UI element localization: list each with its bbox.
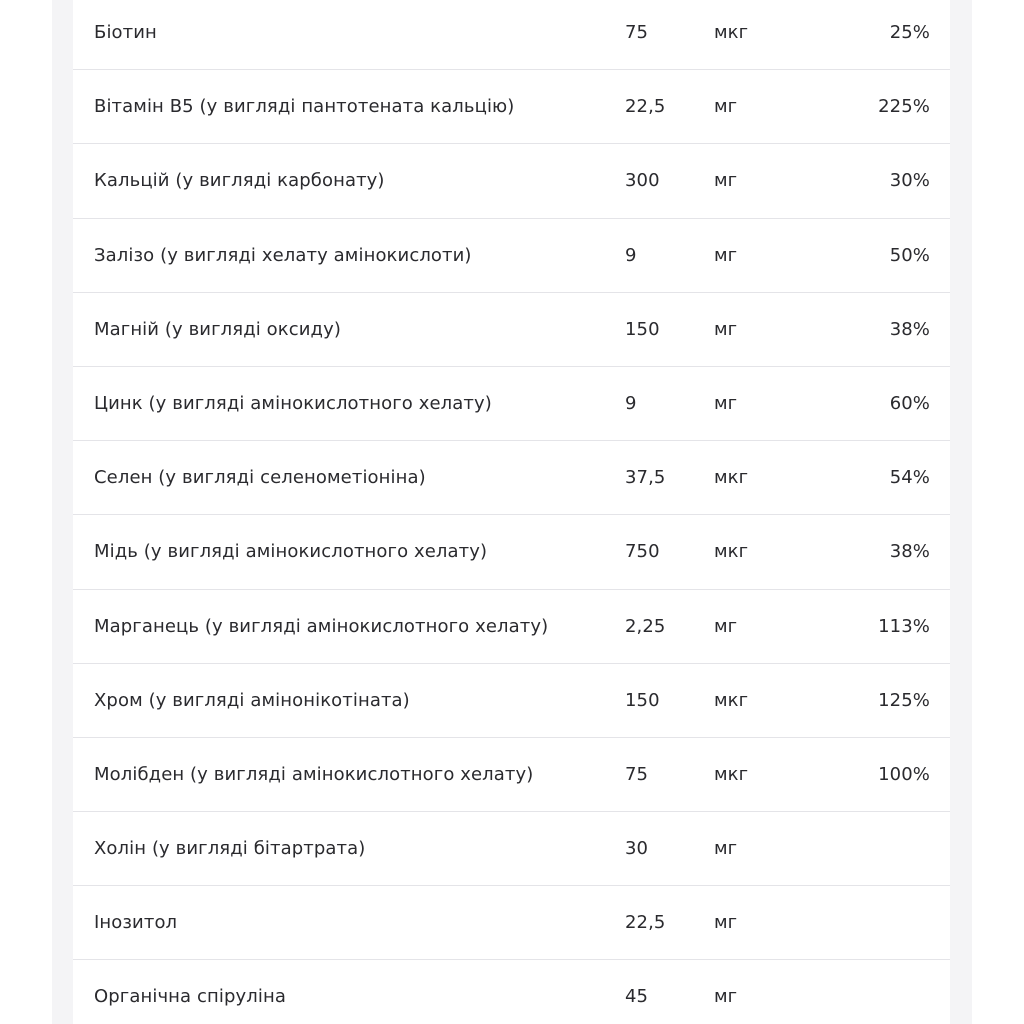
- nutrition-table: [73, 0, 950, 1024]
- table-row: [73, 70, 950, 144]
- ingredient-amount: 75: [625, 763, 649, 785]
- table-row: [73, 738, 950, 812]
- daily-value: 25%: [889, 22, 930, 43]
- ingredient-name: Інозитол: [94, 912, 178, 934]
- ingredient-unit: мкг: [714, 22, 749, 43]
- daily-value: 125%: [878, 689, 930, 711]
- table-row: [73, 886, 950, 960]
- ingredient-amount: 45: [625, 986, 649, 1008]
- daily-value: 113%: [878, 615, 930, 637]
- ingredient-unit: мг: [714, 912, 738, 934]
- ingredient-name: Магній (у вигляді оксиду): [94, 318, 341, 340]
- ingredient-name: Кальцій (у вигляді карбонату): [94, 170, 385, 192]
- ingredient-name: Хром (у вигляді амінонікотіната): [94, 689, 410, 711]
- ingredient-unit: мг: [714, 318, 738, 340]
- ingredient-amount: 2,25: [625, 615, 666, 637]
- daily-value: 225%: [878, 96, 930, 118]
- table-row: [73, 0, 950, 70]
- table-row: [73, 664, 950, 738]
- daily-value: 30%: [889, 170, 930, 192]
- ingredient-unit: мг: [714, 838, 738, 860]
- ingredient-unit: мкг: [714, 541, 749, 563]
- table-row: [73, 367, 950, 441]
- ingredient-unit: мкг: [714, 467, 749, 489]
- ingredient-amount: 75: [625, 22, 649, 43]
- daily-value: 100%: [878, 763, 930, 785]
- ingredient-name: Молібден (у вигляді амінокислотного хелату): [94, 763, 534, 785]
- ingredient-name: Марганець (у вигляді амінокислотного хелату): [94, 615, 549, 637]
- ingredient-amount: 150: [625, 318, 660, 340]
- ingredient-unit: мг: [714, 96, 738, 118]
- ingredient-unit: мкг: [714, 689, 749, 711]
- table-row: [73, 515, 950, 589]
- daily-value: 54%: [889, 467, 930, 489]
- table-row: [73, 219, 950, 293]
- ingredient-amount: 750: [625, 541, 660, 563]
- ingredient-unit: мг: [714, 244, 738, 266]
- ingredient-name: Залізо (у вигляді хелату амінокислоти): [94, 244, 472, 266]
- ingredient-amount: 22,5: [625, 912, 666, 934]
- ingredient-unit: мг: [714, 392, 738, 414]
- ingredient-name: Вітамін B5 (у вигляді пантотената кальцію): [94, 96, 515, 118]
- ingredient-amount: 22,5: [625, 96, 666, 118]
- ingredient-name: Цинк (у вигляді амінокислотного хелату): [94, 392, 492, 414]
- ingredient-name: Селен (у вигляді селенометіоніна): [94, 467, 426, 489]
- ingredient-amount: 150: [625, 689, 660, 711]
- daily-value: 38%: [889, 541, 930, 563]
- ingredient-amount: 300: [625, 170, 660, 192]
- ingredient-name: Мідь (у вигляді амінокислотного хелату): [94, 541, 488, 563]
- ingredient-name: Холін (у вигляді бітартрата): [94, 838, 366, 860]
- ingredient-amount: 30: [625, 838, 649, 860]
- ingredient-amount: 9: [625, 392, 637, 414]
- ingredient-amount: 37,5: [625, 467, 666, 489]
- ingredient-unit: мг: [714, 170, 738, 192]
- table-row: [73, 293, 950, 367]
- ingredient-amount: 9: [625, 244, 637, 266]
- daily-value: 50%: [889, 244, 930, 266]
- ingredient-unit: мг: [714, 615, 738, 637]
- ingredient-name: Органічна спіруліна: [94, 986, 286, 1008]
- ingredient-name: Біотин: [94, 22, 157, 43]
- table-row: [73, 812, 950, 886]
- table-row: [73, 960, 950, 1024]
- ingredient-unit: мг: [714, 986, 738, 1008]
- daily-value: 38%: [889, 318, 930, 340]
- table-row: [73, 441, 950, 515]
- table-row: [73, 590, 950, 664]
- daily-value: 60%: [889, 392, 930, 414]
- ingredient-unit: мкг: [714, 763, 749, 785]
- table-row: [73, 144, 950, 218]
